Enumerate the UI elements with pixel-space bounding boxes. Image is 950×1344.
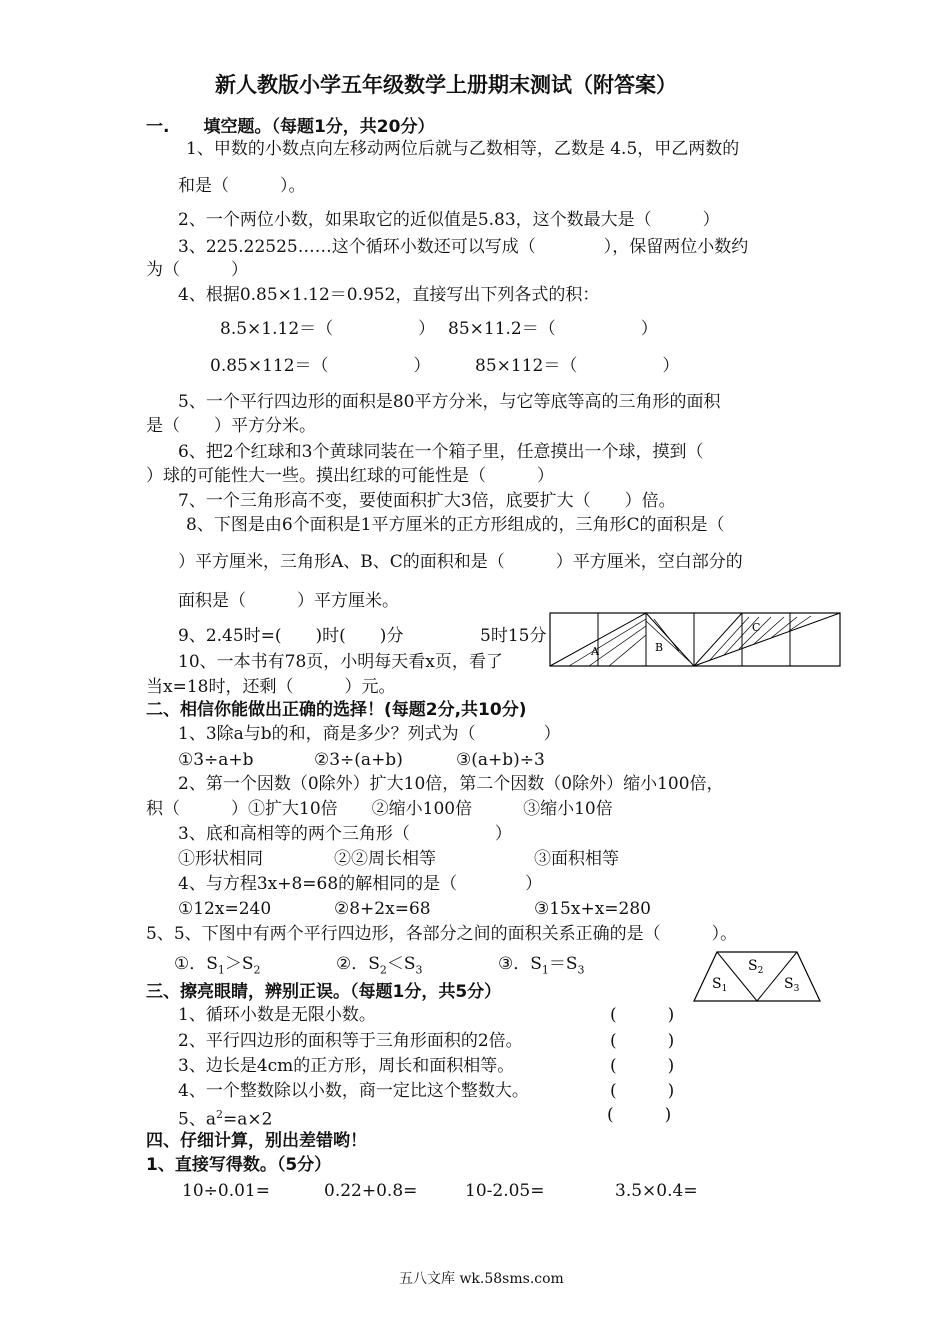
q1-3-line2: 为（ ） <box>146 260 248 280</box>
judge-item-5: 5、$a^2=a\times 2$ <box>178 1108 273 1130</box>
q1-9: 9、2.45时=( )时( )分 <box>178 626 404 646</box>
q2-5-option-1: ①．$S_1>S_2$ <box>174 954 261 977</box>
answer-paren-3[interactable]: ( ) <box>610 1056 675 1076</box>
judge-item-1: 1、循环小数是无限小数。 <box>178 1005 376 1025</box>
q1-8-line3: 面积是（ ）平方厘米。 <box>178 591 399 611</box>
calc-item-2: 0.22+0.8= <box>324 1181 418 1201</box>
answer-paren-4[interactable]: ( ) <box>610 1081 675 1101</box>
label-a: A <box>591 645 599 658</box>
q1-6-line1: 6、把2个红球和3个黄球同装在一个箱子里，任意摸出一个球，摸到（ <box>178 442 704 462</box>
section-2-heading: 二、相信你能做出正确的选择！(每题2分,共10分) <box>146 700 527 720</box>
q1-7: 7、一个三角形高不变，要使面积扩大3倍，底要扩大（ ）倍。 <box>178 491 676 511</box>
page-title: 新人教版小学五年级数学上册期末测试（附答案） <box>215 73 677 97</box>
q1-10-line2: 当x=18时，还剩（ ）元。 <box>146 677 396 697</box>
q1-4-expr-4: 85×112＝（ ） <box>475 356 680 376</box>
judge-item-3: 3、边长是4cm的正方形，周长和面积相等。 <box>178 1056 515 1076</box>
section-4-heading: 四、仔细计算，别出差错哟！ <box>146 1131 367 1151</box>
q1-4-expr-3: 0.85×112＝（ ） <box>210 356 431 376</box>
judge-item-4: 4、一个整数除以小数，商一定比这个整数大。 <box>178 1081 529 1101</box>
q2-3-option-2: ②②周长相等 <box>334 849 436 869</box>
label-s1: $S_1$ <box>712 976 728 994</box>
answer-paren-1[interactable]: ( ) <box>610 1005 675 1025</box>
q1-4: 4、根据0.85×1.12＝0.952，直接写出下列各式的积： <box>178 285 600 305</box>
q1-10-line1: 10、一本书有78页，小明每天看x页，看了 <box>178 652 503 672</box>
calc-item-1: 10÷0.01= <box>182 1181 270 1201</box>
calc-item-4: 3.5×0.4= <box>615 1181 698 1201</box>
q1-4-expr-1: 8.5×1.12＝（ ） <box>220 319 436 339</box>
parallelogram-figure <box>692 948 822 1003</box>
answer-paren-5[interactable]: ( ) <box>607 1105 672 1125</box>
judge-item-2: 2、平行四边形的面积等于三角形面积的2倍。 <box>178 1031 523 1051</box>
q1-8-line1: 8、下图是由6个面积是1平方厘米的正方形组成的，三角形C的面积是（ <box>186 515 725 535</box>
q2-1-option-2: ②3÷(a+b) <box>314 750 403 770</box>
q1-5-line1: 5、一个平行四边形的面积是80平方分米，与它等底等高的三角形的面积 <box>178 392 721 412</box>
q2-5-option-2: ②．$S_2<S_3$ <box>336 954 423 977</box>
q1-8-line2: ）平方厘米，三角形A、B、C的面积和是（ ）平方厘米，空白部分的 <box>178 552 743 572</box>
q2-3-option-3: ③面积相等 <box>534 849 619 869</box>
q2-1-option-3: ③(a+b)÷3 <box>456 750 545 770</box>
q2-5-option-3: ③．$S_1=S_3$ <box>498 954 585 977</box>
footer-watermark: 五八文库 wk.58sms.com <box>399 1271 564 1287</box>
q1-1-line1: 1、甲数的小数点向左移动两位后就与乙数相等，乙数是 4.5，甲乙两数的 <box>186 139 740 159</box>
q1-1-line2: 和是（ ）。 <box>178 176 306 196</box>
section-4-subheading: 1、直接写得数。（5分） <box>146 1155 332 1175</box>
calc-item-3: 10-2.05= <box>465 1181 545 1201</box>
q2-4-option-2: ②8+2x=68 <box>334 899 431 919</box>
q2-2-line2: 积（ ）①扩大10倍 ②缩小100倍 ③缩小10倍 <box>146 799 613 819</box>
q2-4-option-1: ①12x=240 <box>178 899 272 919</box>
q1-3-line1: 3、225.22525……这个循环小数还可以写成（ ），保留两位小数约 <box>178 237 749 257</box>
q2-2-line1: 2、第一个因数（0除外）扩大10倍，第二个因数（0除外）缩小100倍， <box>178 774 724 794</box>
q1-9-part2: 5时15分 <box>480 626 547 646</box>
answer-paren-2[interactable]: ( ) <box>610 1031 675 1051</box>
q2-3: 3、底和高相等的两个三角形（ ） <box>178 824 512 844</box>
section-1-heading: 一. 填空题。（每题1分，共20分） <box>146 117 435 137</box>
q2-4: 4、与方程3x+8=68的解相同的是（ ） <box>178 874 543 894</box>
label-s2: $S_2$ <box>748 958 764 976</box>
label-s3: $S_3$ <box>784 976 800 994</box>
label-c: C <box>752 621 761 634</box>
q1-4-expr-2: 85×11.2＝（ ） <box>448 319 658 339</box>
q1-6-line2: ）球的可能性大一些。摸出红球的可能性是（ ） <box>146 466 554 486</box>
label-b: B <box>655 641 664 654</box>
q1-2: 2、一个两位小数，如果取它的近似值是5.83，这个数最大是（ ） <box>178 210 720 230</box>
q2-1-option-1: ①3÷a+b <box>178 750 254 770</box>
q1-5-line2: 是（ ）平方分米。 <box>146 416 316 436</box>
q2-1: 1、3除a与b的和，商是多少？列式为（ ） <box>178 724 561 744</box>
q2-3-option-1: ①形状相同 <box>178 849 263 869</box>
section-3-heading: 三、擦亮眼睛，辨别正误。（每题1分，共5分） <box>146 982 502 1002</box>
q2-5: 5、5、下图中有两个平行四边形，各部分之间的面积关系正确的是（ ）。 <box>146 924 738 944</box>
q2-4-option-3: ③15x+x=280 <box>534 899 651 919</box>
six-squares-figure <box>549 611 844 669</box>
